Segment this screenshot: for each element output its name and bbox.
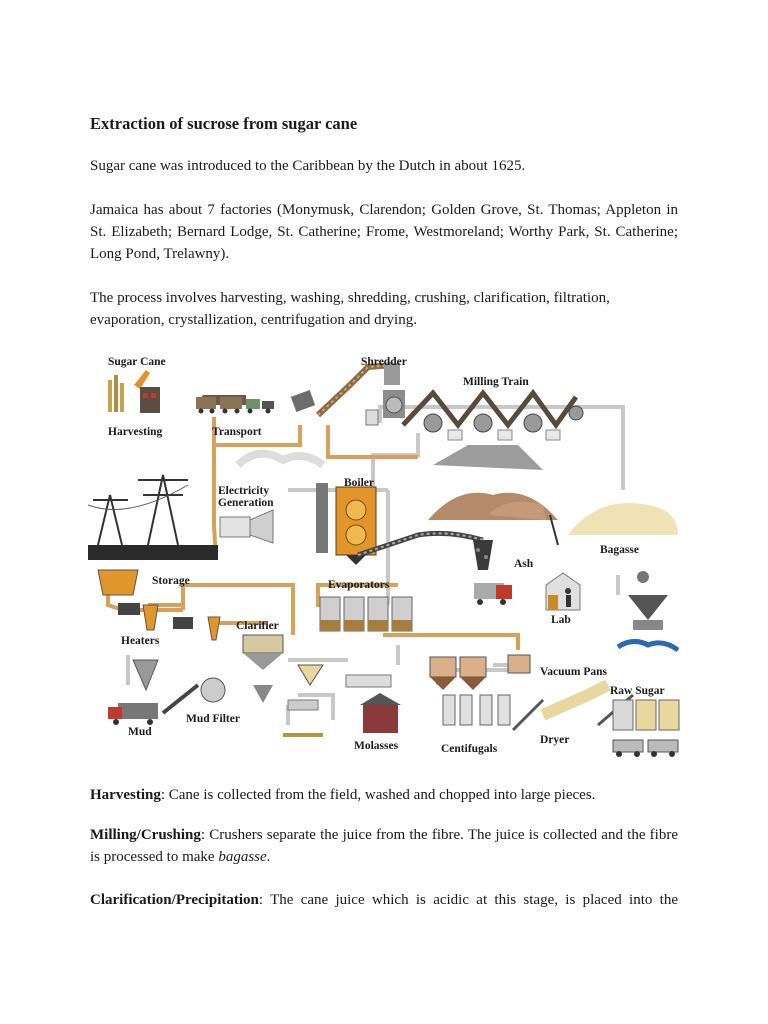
centrifugals-icon: [443, 695, 543, 730]
label-heaters: Heaters: [121, 635, 160, 647]
text-bagasse-italic: bagasse: [218, 849, 267, 865]
sugar-cane-icon: [108, 370, 160, 413]
paragraph-process: The process involves harvesting, washing, shredding, crushing, clarification, filtration, evaporation, crystallization, centrifugation and drying.: [90, 290, 610, 328]
label-milling-train: Milling Train: [463, 376, 529, 388]
text-milling: : Crushers separate the juice from the fibre. The juice is collected and the fibre is processed to make: [90, 827, 678, 865]
text-harvesting: : Cane is collected from the field, washed and chopped into large pieces.: [160, 787, 596, 803]
label-electricity: Electricity: [218, 485, 270, 497]
bagasse-piles-icon: [428, 445, 678, 545]
transport-train-icon: [196, 395, 274, 414]
label-boiler: Boiler: [344, 477, 375, 489]
label-ash: Ash: [514, 558, 534, 570]
mud-truck-icon: [108, 703, 158, 725]
label-mud: Mud: [128, 726, 152, 738]
ash-icon: [473, 540, 512, 605]
paragraph-milling: [90, 824, 678, 868]
vacuum-pans-icon: [430, 655, 530, 690]
term-milling: Milling/Crushing: [90, 827, 201, 843]
text-clarification: : The cane juice which is acidic at this stage, is placed into the: [258, 892, 678, 908]
paragraph-intro: Sugar cane was introduced to the Caribbean by the Dutch in about 1625.: [90, 158, 526, 174]
label-sugar-cane: Sugar Cane: [108, 356, 166, 368]
label-lab: Lab: [551, 614, 571, 626]
sugar-process-diagram: [88, 345, 680, 765]
label-bagasse: Bagasse: [600, 544, 639, 556]
label-dryer: Dryer: [540, 734, 570, 746]
label-mud-filter: Mud Filter: [186, 713, 240, 725]
label-transport: Transport: [212, 426, 262, 438]
label-vacuum-pans: Vacuum Pans: [540, 666, 607, 678]
power-pylons-icon: [88, 475, 218, 560]
label-shredder: Shredder: [361, 356, 407, 368]
shredder-icon: [291, 363, 405, 425]
term-clarification: Clarification/Precipitation: [90, 892, 259, 908]
paragraph-factories: Jamaica has about 7 factories (Monymusk, Clarendon; Golden Grove, St. Thomas; Appleton in St. Elizabeth; Bernard Lodge, St. Catherine; Frome, Westmoreland; Worthy Park, St. Catherine; Long Pond, Trelawny).: [90, 202, 678, 262]
document-title: Extraction of sucrose from sugar cane: [90, 114, 358, 133]
storage-tank-icon: [98, 570, 138, 595]
label-harvesting: Harvesting: [108, 426, 163, 438]
label-storage: Storage: [152, 575, 190, 587]
evaporators-icon: [320, 597, 412, 631]
label-raw-sugar: Raw Sugar: [610, 685, 665, 697]
milling-train-icon: [403, 393, 583, 440]
paragraph-clarification: [90, 889, 678, 911]
paragraph-harvesting: [90, 784, 678, 806]
lab-icon: [546, 573, 580, 610]
raw-sugar-hopper-icon: [618, 571, 678, 650]
term-harvesting: Harvesting: [90, 787, 161, 803]
label-clarifier: Clarifier: [236, 620, 279, 632]
clarifier-icon: [243, 635, 283, 670]
molasses-icon: [283, 665, 401, 737]
label-evaporators: Evaporators: [328, 579, 390, 591]
label-generation: Generation: [218, 497, 274, 509]
label-centifugals: Centifugals: [441, 743, 498, 755]
text-milling-end: .: [266, 849, 271, 865]
label-molasses: Molasses: [354, 740, 399, 752]
raw-sugar-silos-icon: [613, 700, 679, 757]
